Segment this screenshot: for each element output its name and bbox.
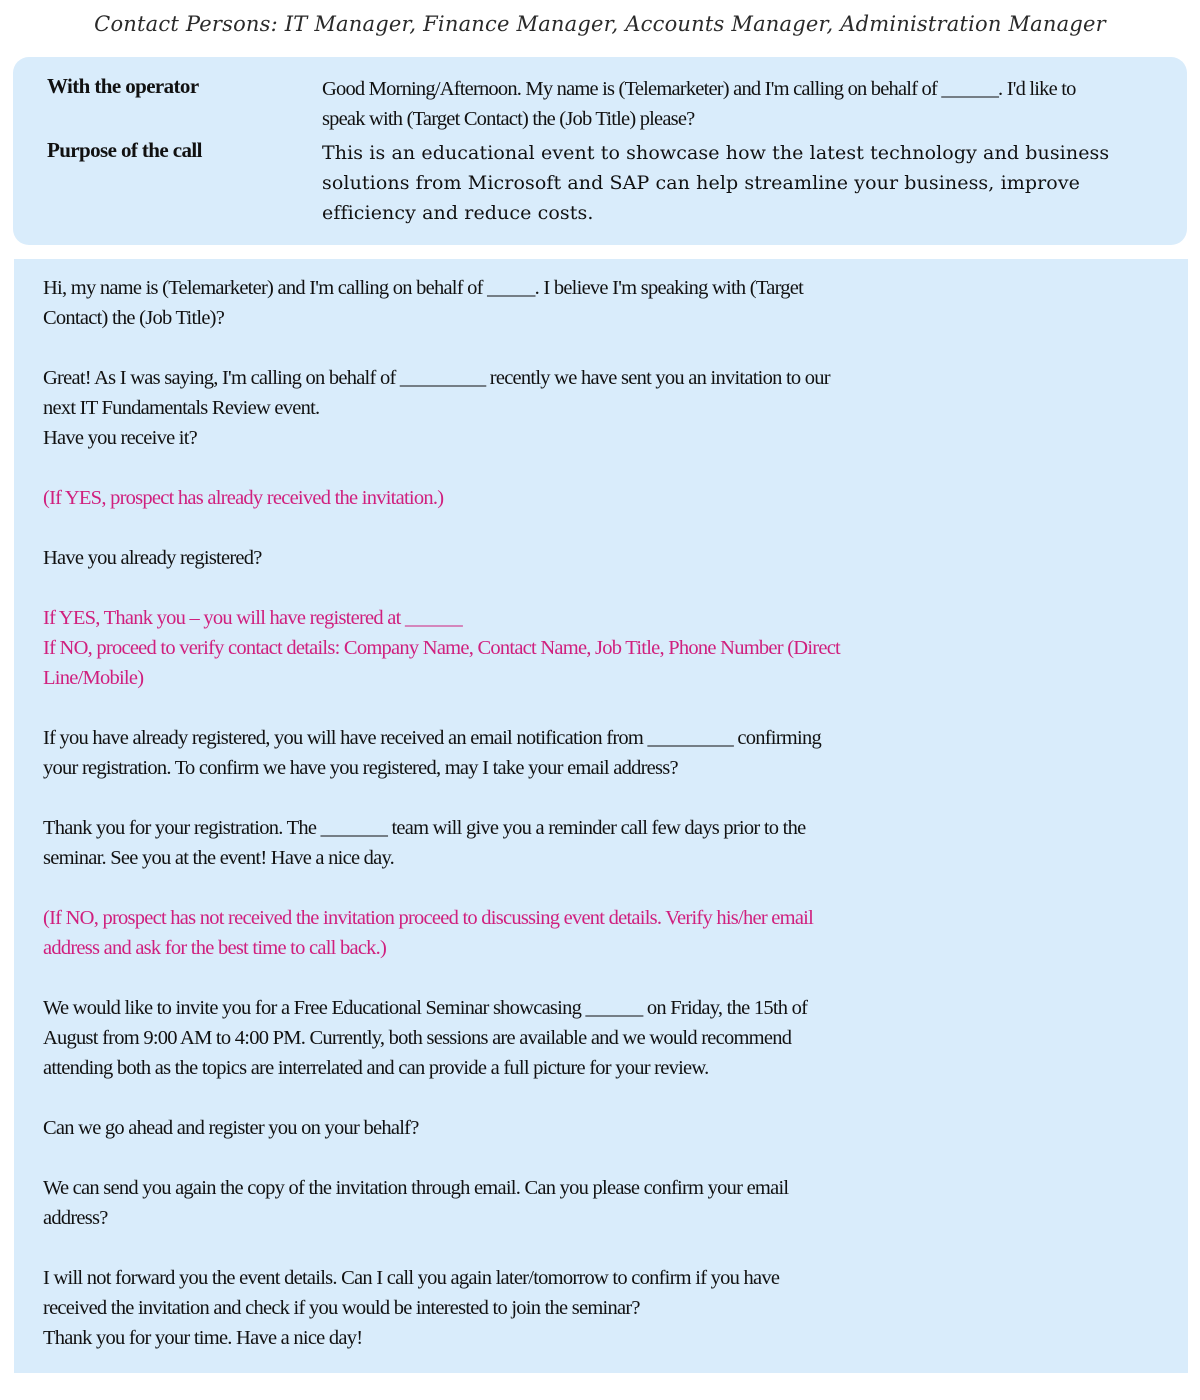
script-line: We would like to invite you for a Free Educational Seminar showcasing ______ on Friday, the 15th of (43, 997, 808, 1019)
script-line: Great! As I was saying, I'm calling on behalf of _________ recently we have sent you an invitation to our (43, 367, 830, 389)
script-line: attending both as the topics are interrelated and can provide a full picture for your review. (43, 1057, 709, 1079)
script-line: Contact) the (Job Title)? (43, 307, 225, 329)
resend-invitation-paragraph (43, 1173, 1053, 1233)
script-line: received the invitation and check if you would be interested to join the seminar? (43, 1297, 640, 1319)
contact-persons-heading: Contact Persons: IT Manager, Finance Manager, Accounts Manager, Administration Manager (94, 12, 1106, 36)
note-line: Line/Mobile) (43, 667, 144, 689)
script-line: If you have already registered, you will have received an email notification from _________ confirming (43, 727, 821, 749)
register-question (43, 1113, 1053, 1143)
closing-paragraph (43, 1263, 1053, 1353)
script-line: Hi, my name is (Telemarketer) and I'm calling on behalf of _____. I believe I'm speaking with (Target (43, 277, 804, 299)
script-line: seminar. See you at the event! Have a nice day. (43, 847, 395, 869)
script-line: your registration. To confirm we have you registered, may I take your email address? (43, 757, 678, 779)
purpose-text: This is an educational event to showcase how the latest technology and business solutions from Microsoft and SAP can help streamline your business, improve efficiency and reduce costs. (322, 142, 1110, 224)
script-line: Can we go ahead and register you on your behalf? (43, 1117, 419, 1139)
operator-script: Good Morning/Afternoon. My name is (Telemarketer) and I'm calling on behalf of ______. I'd like to speak with (Target Contact) the (Job Title) please? (322, 78, 1076, 130)
script-line: Have you already registered? (43, 547, 262, 569)
seminar-invite-paragraph (43, 993, 1053, 1083)
email-confirmation-paragraph (43, 723, 1053, 783)
script-line: Thank you for your time. Have a nice day! (43, 1327, 363, 1349)
note-not-received (43, 903, 1053, 963)
script-line: next IT Fundamentals Review event. (43, 397, 320, 419)
note-yes-received (43, 483, 1053, 513)
greeting-paragraph (43, 273, 1053, 333)
purpose-label: Purpose of the call (47, 138, 202, 162)
invitation-check-paragraph (43, 363, 1053, 453)
registered-question (43, 543, 1053, 573)
call-intro-box (13, 57, 1187, 245)
operator-label: With the operator (47, 74, 199, 98)
note-line: If YES, Thank you – you will have registered at ______ (43, 607, 462, 629)
script-line: We can send you again the copy of the invitation through email. Can you please confirm your email (43, 1177, 789, 1199)
call-script-box (14, 259, 1188, 1373)
script-line: address? (43, 1207, 108, 1229)
note-registration (43, 603, 1053, 693)
script-line: Have you receive it? (43, 427, 198, 449)
note-line: address and ask for the best time to call back.) (43, 937, 387, 959)
script-line: August from 9:00 AM to 4:00 PM. Currently, both sessions are available and we would recommend (43, 1027, 792, 1049)
note-line: (If YES, prospect has already received the invitation.) (43, 487, 444, 509)
thank-you-registration-paragraph (43, 813, 1053, 873)
note-line: (If NO, prospect has not received the invitation proceed to discussing event details. Verify his/her email (43, 907, 814, 929)
script-line: I will not forward you the event details. Can I call you again later/tomorrow to confirm if you have (43, 1267, 780, 1289)
note-line: If NO, proceed to verify contact details: Company Name, Contact Name, Job Title, Phone Number (Direct (43, 637, 840, 659)
script-line: Thank you for your registration. The _______ team will give you a reminder call few days prior to the (43, 817, 806, 839)
